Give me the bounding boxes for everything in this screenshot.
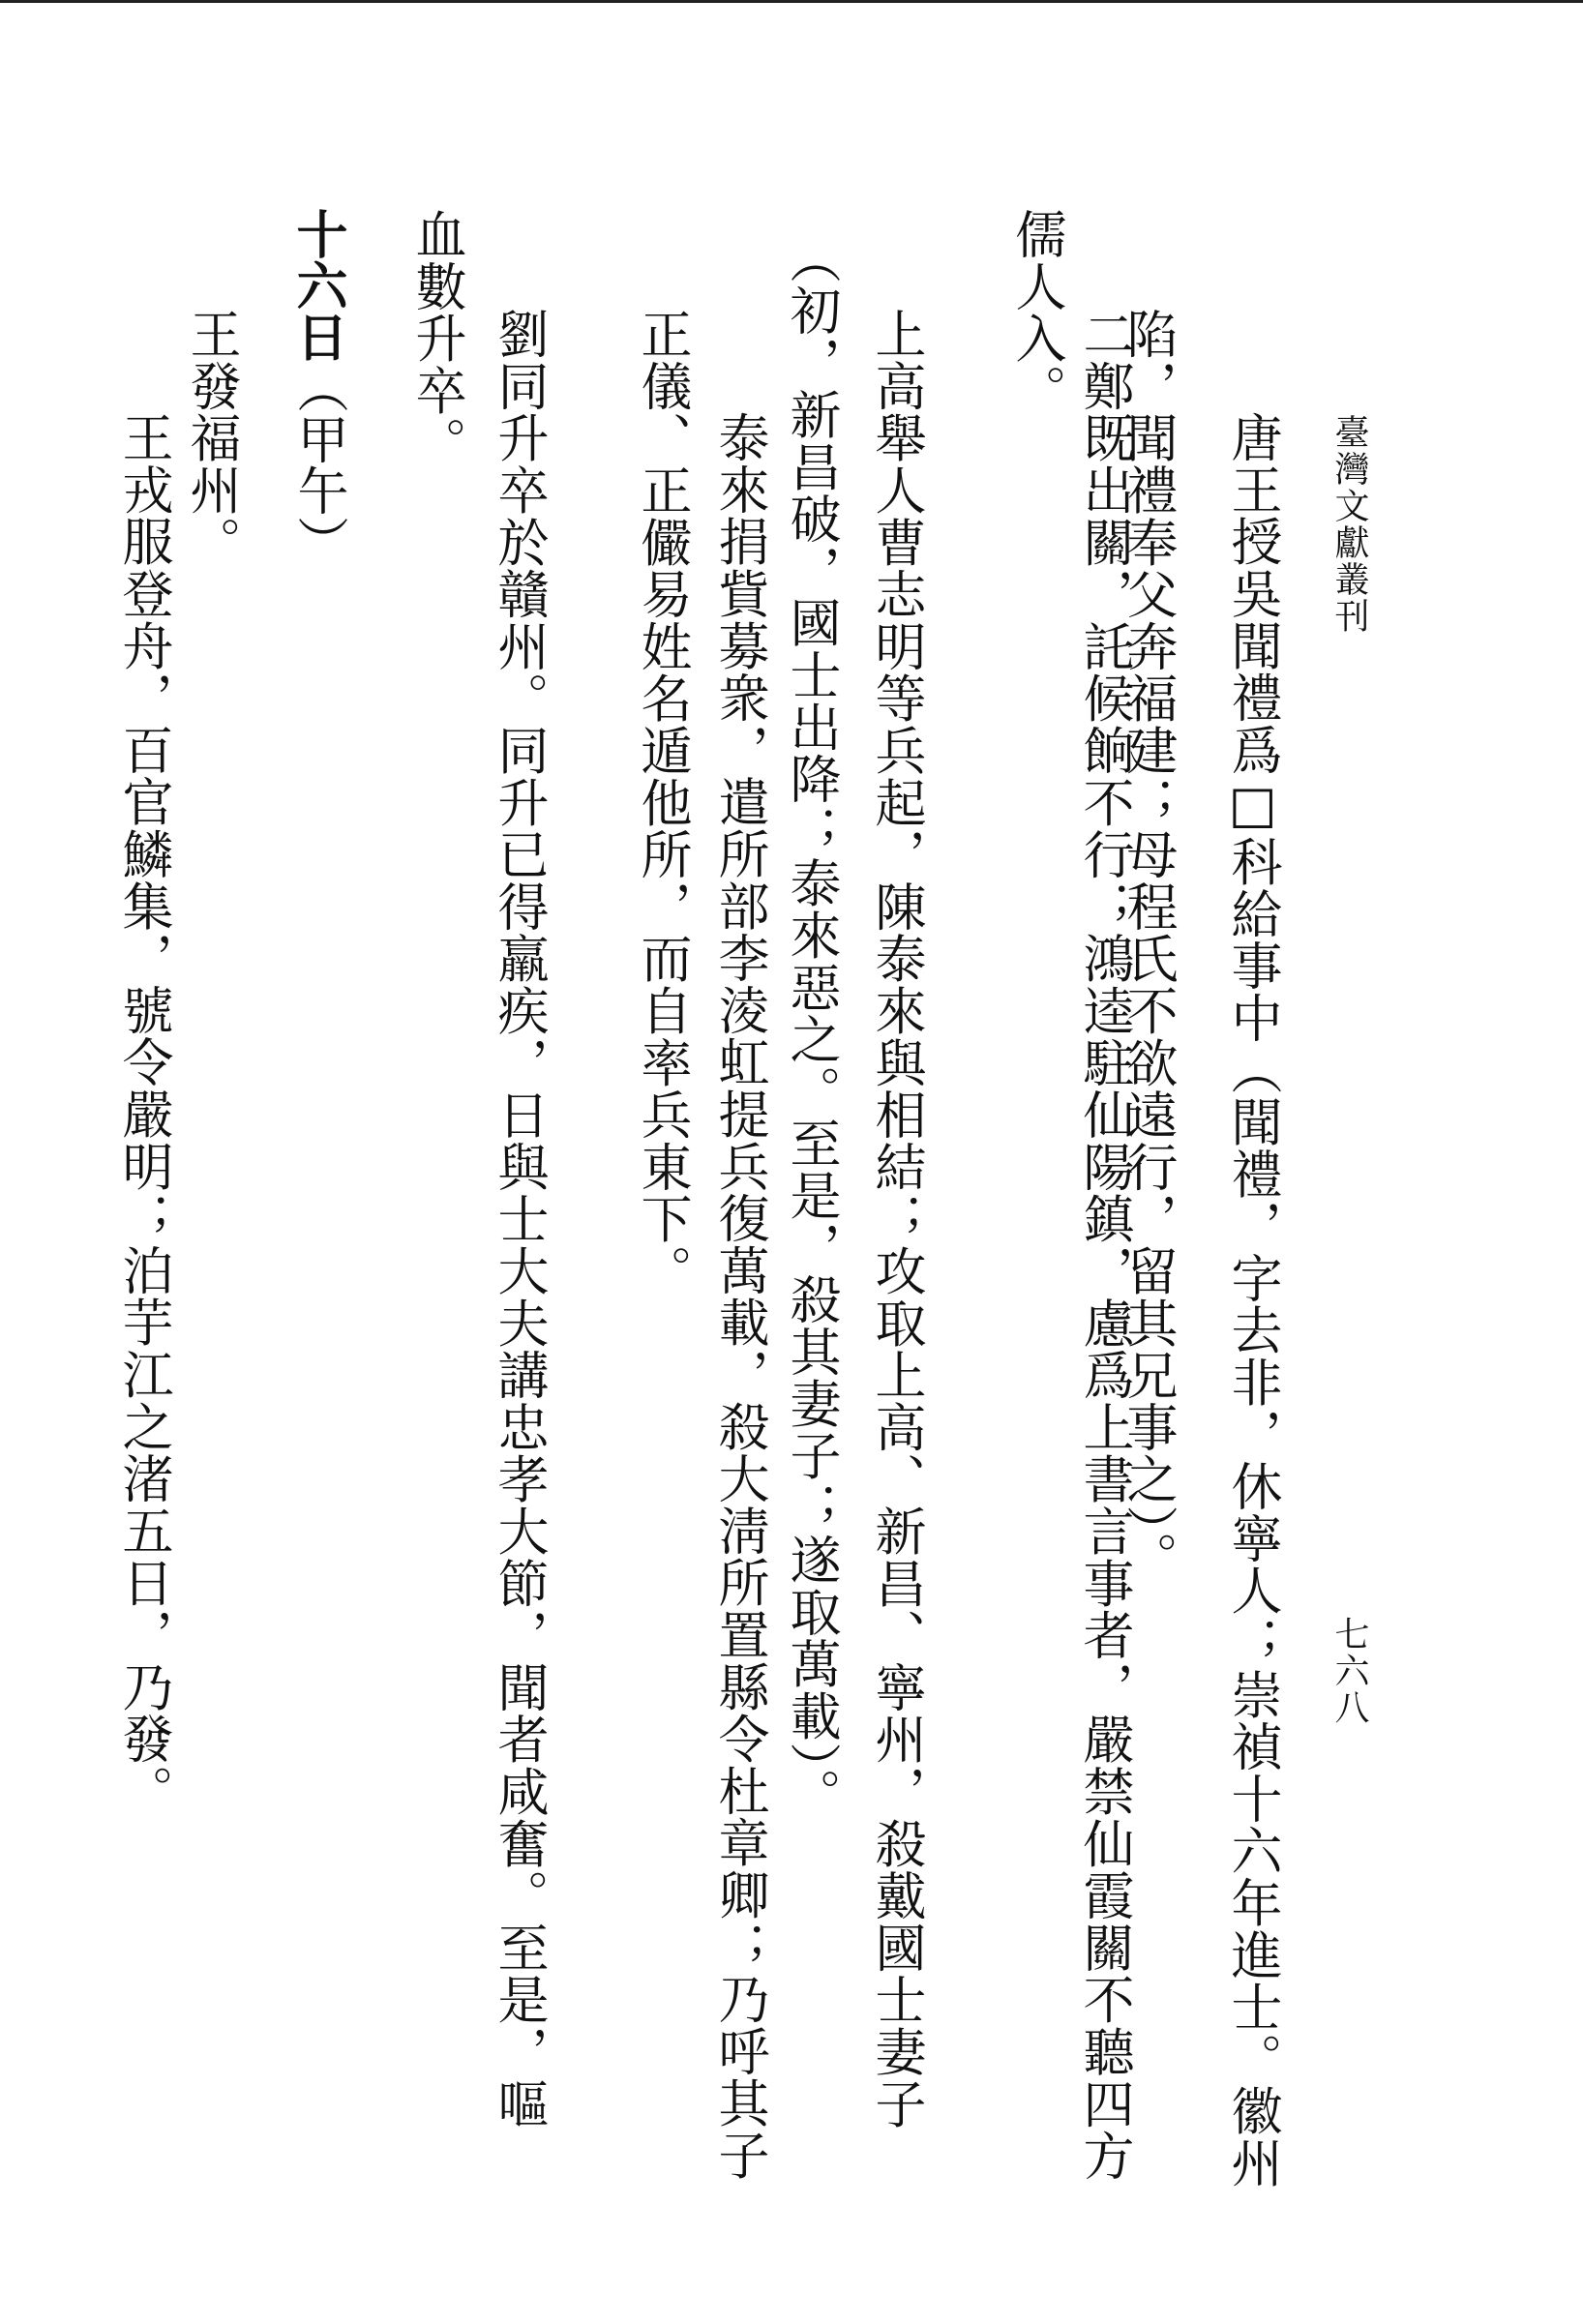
series-title: 臺灣文獻叢刊 xyxy=(1329,414,1369,635)
text-column-5: 上高舉人曹志明等兵起，陳泰來與相結；攻取上高、新昌、寧州，殺戴國士妻子 xyxy=(867,308,926,2130)
top-border-line xyxy=(0,0,1583,3)
text-column-2: 陷，聞禮奉父奔福建；母程氏不欲遠行，留其兄事之）。 xyxy=(1119,308,1178,1584)
text-column-3: 二鄭既出關，託候餉不行；鴻逵駐仙陽鎮，慮爲上書言事者，嚴禁仙霞關不聽四方 xyxy=(1075,308,1134,2182)
date-day: 十六日 xyxy=(288,208,348,362)
text-column-12: 王戎服登舟，百官鱗集，號令嚴明；泊芋江之渚五日，乃發。 xyxy=(114,411,173,1817)
text-column-9: 劉同升卒於贛州。同升已得羸疾，日與士大夫講忠孝大節，聞者咸奮。至是，嘔 xyxy=(490,308,549,2130)
text-column-8: 正儀、正儼易姓名遁他所，而自率兵東下。 xyxy=(633,308,692,1297)
date-heading xyxy=(288,208,348,567)
page-number: 七六八 xyxy=(1329,1616,1369,1726)
text-column-10: 血數升卒。 xyxy=(407,208,466,468)
text-column-4: 儒人入。 xyxy=(1007,208,1066,417)
text-column-11: 王發福州。 xyxy=(182,308,241,568)
text-column-6: （初，新昌破，國士出降；泰來惡之。至是，殺其妻子；遂取萬載）。 xyxy=(782,232,841,1821)
text-column-7: 泰來捐貲募衆，遣所部李淩虹提兵復萬載，殺大淸所置縣令杜章卿；乃呼其子 xyxy=(710,411,769,2182)
text-column-1: 唐王授吳聞禮爲□科給事中（聞禮，字去非，休寧人；崇禎十六年進士。徽州 xyxy=(1223,411,1282,2190)
date-ganzhi: （甲午） xyxy=(289,362,348,567)
